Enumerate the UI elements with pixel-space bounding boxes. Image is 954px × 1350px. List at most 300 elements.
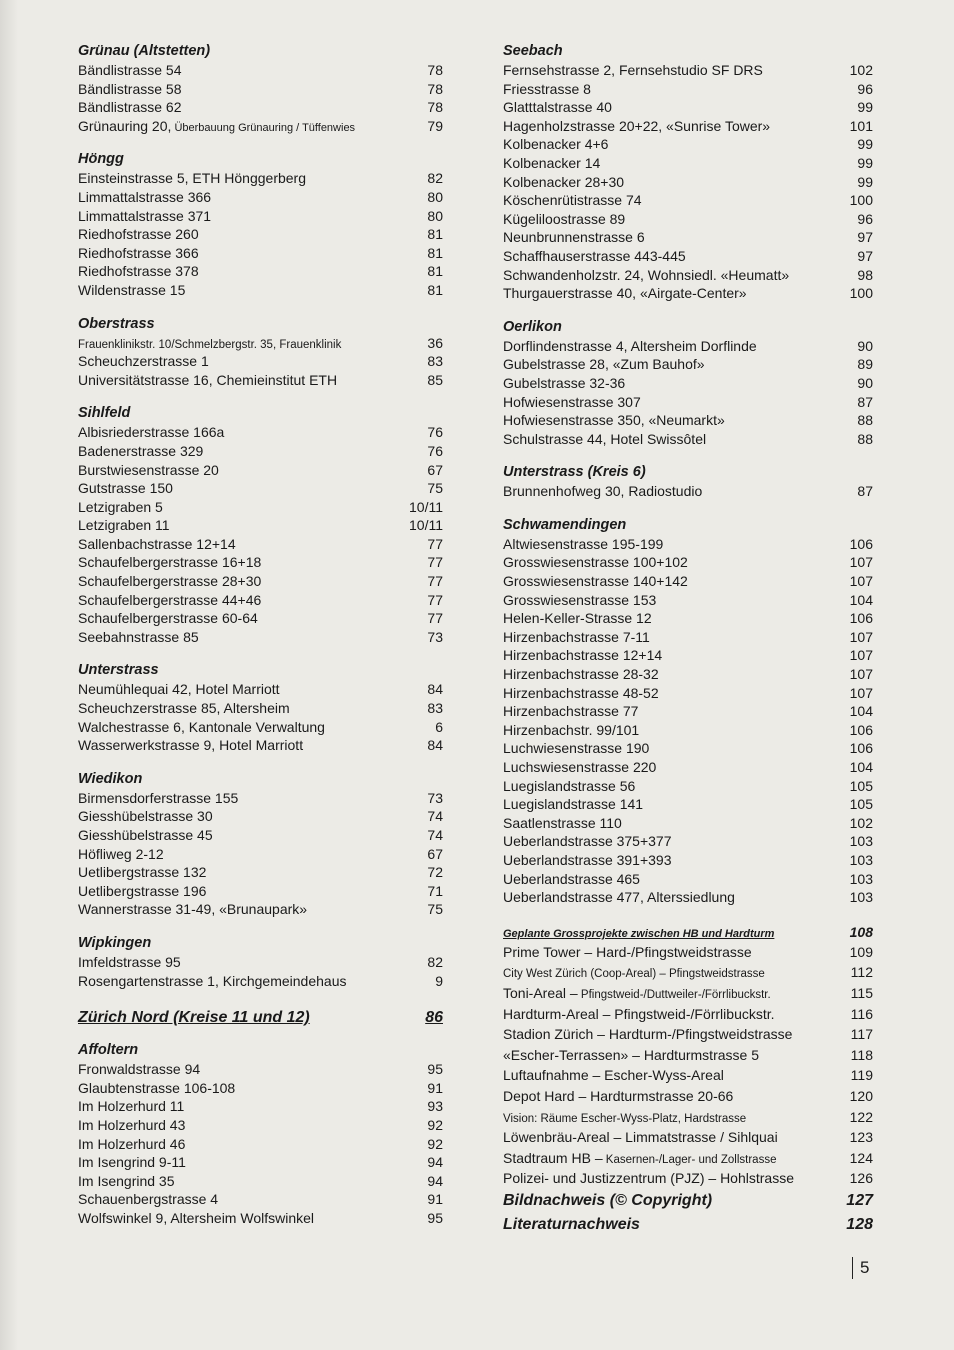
index-entry bbox=[78, 826, 443, 845]
entry-address: Bändlistrasse 62 bbox=[78, 99, 182, 116]
entry-address: Riedhofstrasse 260 bbox=[78, 226, 199, 243]
index-entry bbox=[503, 739, 873, 758]
project-text bbox=[503, 1004, 775, 1025]
entry-text bbox=[503, 702, 638, 721]
entry-address: Uetlibergstrasse 132 bbox=[78, 864, 207, 881]
index-entry bbox=[78, 80, 443, 99]
entry-page-number: 92 bbox=[427, 1116, 443, 1133]
entry-page-number: 102 bbox=[849, 814, 873, 831]
index-column-left bbox=[78, 42, 443, 1243]
entry-address: Kolbenacker 4+6 bbox=[503, 136, 609, 153]
entry-text bbox=[78, 628, 199, 647]
entry-page-number: 103 bbox=[849, 833, 873, 850]
entry-text bbox=[78, 609, 258, 628]
entry-address: Grosswiesenstrasse 100+102 bbox=[503, 554, 688, 571]
project-page-number: 118 bbox=[850, 1046, 873, 1063]
project-title: Prime Tower – Hard-/Pfingstweidstrasse bbox=[503, 943, 752, 960]
entry-text bbox=[503, 777, 635, 796]
entry-address: Grünauring 20, bbox=[78, 117, 172, 134]
entry-page-number: 104 bbox=[849, 703, 873, 720]
chapter-page-number: 86 bbox=[425, 1009, 443, 1027]
entry-page-number: 95 bbox=[427, 1061, 443, 1078]
entry-address: Fernsehstrasse 2, Fernsehstudio SF DRS bbox=[503, 62, 763, 78]
section-title: Schwamendingen bbox=[503, 516, 627, 533]
entry-address: Gutstrasse 150 bbox=[78, 480, 173, 497]
entry-address: Luegislandstrasse 141 bbox=[503, 796, 644, 813]
entry-page-number: 104 bbox=[849, 759, 873, 775]
index-entry bbox=[78, 628, 443, 647]
index-entry bbox=[78, 262, 443, 281]
entry-text bbox=[503, 210, 625, 229]
index-entry bbox=[78, 845, 443, 864]
project-entry bbox=[503, 962, 873, 983]
entry-address: Altwiesenstrasse 195-199 bbox=[503, 535, 664, 552]
project-page-number: 119 bbox=[850, 1067, 873, 1084]
entry-address: Helen-Keller-Strasse 12 bbox=[503, 610, 652, 627]
entry-address: Friesstrasse 8 bbox=[503, 80, 591, 97]
entry-text bbox=[503, 684, 659, 703]
entry-text bbox=[503, 173, 624, 192]
entry-page-number: 77 bbox=[427, 610, 443, 627]
entry-page-number: 67 bbox=[427, 845, 443, 862]
entry-text bbox=[78, 516, 170, 535]
entry-address: Hirzenbachstrasse 77 bbox=[503, 703, 639, 720]
section-title: Unterstrass bbox=[78, 662, 159, 679]
entry-text bbox=[503, 191, 642, 210]
entry-page-number: 77 bbox=[427, 573, 443, 590]
entry-address: Uetlibergstrasse 196 bbox=[78, 882, 207, 899]
entry-page-number: 88 bbox=[857, 412, 873, 429]
entry-address: Neumühlequai 42, Hotel Marriott bbox=[78, 681, 280, 698]
entry-page-number: 95 bbox=[427, 1209, 443, 1226]
index-entry bbox=[78, 207, 443, 226]
entry-address: Frauenklinikstr. 10/Schmelzbergstr. 35, Frauenklinik bbox=[78, 338, 342, 351]
entry-address: Brunnenhofweg 30, Radiostudio bbox=[503, 483, 703, 500]
entry-address: Badenerstrasse 329 bbox=[78, 442, 204, 459]
entry-address: Schaufelbergerstrasse 60-64 bbox=[78, 610, 258, 627]
entry-address: Kügeliloostrasse 89 bbox=[503, 210, 626, 227]
entry-text bbox=[78, 281, 185, 300]
project-title: Polizei- und Justizzentrum (PJZ) – Hohlstrasse bbox=[503, 1170, 794, 1187]
entry-address: Schaffhauserstrasse 443-445 bbox=[503, 247, 686, 264]
section-title: Seebach bbox=[503, 43, 563, 59]
entry-text bbox=[78, 1097, 184, 1116]
entry-page-number: 106 bbox=[849, 721, 873, 738]
entry-address: Schaufelbergerstrasse 28+30 bbox=[78, 573, 262, 590]
entry-address: Hirzenbachstrasse 12+14 bbox=[503, 647, 663, 664]
index-entry bbox=[78, 98, 443, 117]
project-title: Stadtraum HB – bbox=[503, 1149, 603, 1166]
index-entry bbox=[78, 281, 443, 300]
project-entry bbox=[503, 942, 873, 963]
entry-page-number: 91 bbox=[427, 1191, 443, 1208]
index-section bbox=[78, 150, 443, 299]
entry-address: Limmattalstrasse 366 bbox=[78, 188, 212, 205]
project-title: Hardturm-Areal – Pfingstweid-/Förrlibuckstr. bbox=[503, 1005, 775, 1022]
entry-text bbox=[503, 758, 656, 777]
entry-address: Schulstrasse 44, Hotel Swissôtel bbox=[503, 430, 707, 447]
entry-address: Im Isengrind 35 bbox=[78, 1172, 175, 1189]
project-note: Pfingstweid-/Duttweiler-/Förrlibuckstr. bbox=[577, 988, 771, 1001]
entry-text bbox=[503, 553, 688, 572]
entry-page-number: 100 bbox=[849, 192, 873, 209]
entry-address: Wolfswinkel 9, Altersheim Wolfswinkel bbox=[78, 1209, 315, 1226]
entry-address: Luegislandstrasse 56 bbox=[503, 777, 636, 794]
index-entry bbox=[78, 352, 443, 371]
entry-page-number: 87 bbox=[857, 483, 873, 500]
entry-address: Rosengartenstrasse 1, Kirchgemeindehaus bbox=[78, 972, 347, 989]
entry-address: Wasserwerkstrasse 9, Hotel Marriott bbox=[78, 737, 304, 754]
index-entry bbox=[503, 430, 873, 449]
entry-text bbox=[503, 374, 625, 393]
entry-address: Wannerstrasse 31-49, «Brunaupark» bbox=[78, 901, 308, 918]
entry-page-number: 9 bbox=[435, 972, 443, 989]
entry-text bbox=[78, 1190, 218, 1209]
section-title: Grünau (Altstetten) bbox=[78, 43, 211, 59]
index-section bbox=[503, 42, 873, 303]
project-entry bbox=[503, 1148, 873, 1169]
entry-page-number: 83 bbox=[427, 700, 443, 717]
entry-text bbox=[503, 355, 705, 374]
entry-text bbox=[503, 98, 612, 117]
entry-page-number: 105 bbox=[849, 796, 873, 813]
entry-address: Universitätstrasse 16, Chemieinstitut ETH bbox=[78, 371, 338, 388]
chapter-title: Zürich Nord (Kreise 11 und 12) bbox=[78, 1009, 310, 1027]
entry-page-number: 10/11 bbox=[409, 517, 443, 534]
entry-page-number: 80 bbox=[427, 188, 443, 205]
entry-page-number: 102 bbox=[849, 62, 873, 78]
entry-text bbox=[503, 337, 757, 356]
entry-text bbox=[78, 498, 163, 517]
entry-text bbox=[78, 807, 213, 826]
index-section bbox=[78, 770, 443, 919]
index-entry bbox=[78, 609, 443, 628]
entry-address: Hagenholzstrasse 20+22, «Sunrise Tower» bbox=[503, 117, 771, 134]
credits-entry bbox=[503, 1213, 873, 1237]
project-title: Vision: Räume Escher-Wyss-Platz, Hardstrasse bbox=[503, 1112, 747, 1125]
entry-address: Walchestrasse 6, Kantonale Verwaltung bbox=[78, 718, 325, 735]
project-entry bbox=[503, 1045, 873, 1066]
index-entry bbox=[503, 684, 873, 703]
entry-page-number: 71 bbox=[427, 882, 443, 899]
entry-address: Letzigraben 5 bbox=[78, 498, 163, 515]
section-title: Oerlikon bbox=[503, 318, 562, 335]
index-section bbox=[78, 315, 443, 390]
index-entry bbox=[78, 1153, 443, 1172]
entry-address: Im Holzerhurd 46 bbox=[78, 1135, 186, 1152]
entry-page-number: 67 bbox=[427, 461, 443, 478]
entry-address: Schaufelbergerstrasse 16+18 bbox=[78, 554, 262, 571]
entry-address: Limmattalstrasse 371 bbox=[78, 207, 212, 224]
entry-text bbox=[78, 845, 164, 864]
entry-text bbox=[78, 699, 290, 718]
entry-text bbox=[78, 98, 182, 117]
entry-address: Birmensdorferstrasse 155 bbox=[78, 789, 239, 806]
entry-address: Glaubtenstrasse 106-108 bbox=[78, 1079, 236, 1096]
index-entry bbox=[78, 498, 443, 517]
entry-page-number: 72 bbox=[427, 864, 443, 881]
entry-text bbox=[78, 736, 303, 755]
planned-projects-page-number: 108 bbox=[849, 923, 873, 940]
entry-page-number: 82 bbox=[427, 953, 443, 970]
entry-text bbox=[503, 888, 735, 907]
entry-address: Grosswiesenstrasse 140+142 bbox=[503, 573, 688, 590]
entry-address: Ueberlandstrasse 391+393 bbox=[503, 851, 672, 868]
section-title: Wiedikon bbox=[78, 770, 143, 787]
entry-address: Dorflindenstrasse 4, Altersheim Dorflinde bbox=[503, 337, 757, 354]
entry-page-number: 87 bbox=[857, 393, 873, 410]
index-entry bbox=[78, 680, 443, 699]
entry-text bbox=[78, 572, 261, 591]
entry-page-number: 76 bbox=[427, 442, 443, 459]
entry-text bbox=[78, 718, 325, 737]
planned-projects-title: Geplante Grossprojekte zwischen HB und Hardturm bbox=[503, 927, 775, 940]
credits-title: Literaturnachweis bbox=[503, 1215, 640, 1233]
entry-address: Riedhofstrasse 378 bbox=[78, 263, 199, 280]
entry-page-number: 103 bbox=[849, 870, 873, 887]
project-text bbox=[503, 983, 771, 1006]
index-entry bbox=[78, 900, 443, 919]
project-title: City West Zürich (Coop-Areal) – Pfingstweidstrasse bbox=[503, 968, 765, 981]
index-entry bbox=[503, 98, 873, 117]
entry-page-number: 83 bbox=[427, 353, 443, 370]
index-entry bbox=[78, 516, 443, 535]
entry-page-number: 81 bbox=[427, 226, 443, 243]
entry-text bbox=[78, 225, 199, 244]
entry-address: Luchswiesenstrasse 220 bbox=[503, 759, 657, 775]
entry-page-number: 103 bbox=[849, 851, 873, 868]
index-entry bbox=[503, 553, 873, 572]
index-entry bbox=[503, 777, 873, 796]
entry-address: Grosswiesenstrasse 153 bbox=[503, 591, 657, 608]
entry-page-number: 107 bbox=[849, 554, 873, 571]
entry-page-number: 107 bbox=[849, 647, 873, 664]
entry-address: Burstwiesenstrasse 20 bbox=[78, 461, 219, 478]
entry-address: Hirzenbachstr. 99/101 bbox=[503, 721, 640, 738]
index-entry bbox=[503, 154, 873, 173]
entry-text bbox=[503, 154, 600, 173]
entry-page-number: 103 bbox=[849, 889, 873, 906]
entry-text bbox=[78, 535, 236, 554]
entry-page-number: 81 bbox=[427, 244, 443, 261]
entry-text bbox=[78, 900, 307, 919]
project-page-number: 115 bbox=[850, 984, 873, 1001]
index-entry bbox=[503, 210, 873, 229]
entry-address: Ueberlandstrasse 477, Alterssiedlung bbox=[503, 889, 735, 906]
index-entry bbox=[78, 244, 443, 263]
section-title: Höngg bbox=[78, 151, 124, 168]
entry-page-number: 99 bbox=[857, 173, 873, 190]
index-entry bbox=[78, 169, 443, 188]
entry-text bbox=[503, 832, 672, 851]
index-entry bbox=[78, 1116, 443, 1135]
entry-text bbox=[78, 1060, 200, 1079]
entry-page-number: 100 bbox=[849, 285, 873, 302]
entry-page-number: 89 bbox=[857, 356, 873, 373]
entry-page-number: 99 bbox=[857, 136, 873, 153]
entry-page-number: 105 bbox=[849, 777, 873, 794]
entry-address: Hirzenbachstrasse 48-52 bbox=[503, 684, 659, 701]
entry-page-number: 107 bbox=[849, 666, 873, 683]
index-entry bbox=[78, 736, 443, 755]
project-text bbox=[503, 1024, 792, 1045]
entry-address: Giesshübelstrasse 45 bbox=[78, 827, 213, 843]
page-number: 5 bbox=[852, 1257, 869, 1279]
entry-text bbox=[503, 266, 789, 285]
index-entry bbox=[503, 721, 873, 740]
index-entry bbox=[78, 61, 443, 80]
index-entry bbox=[503, 393, 873, 412]
entry-page-number: 98 bbox=[857, 266, 873, 283]
index-section bbox=[78, 404, 443, 646]
entry-page-number: 81 bbox=[427, 263, 443, 280]
entry-address: Letzigraben 11 bbox=[78, 517, 170, 534]
index-entry bbox=[78, 572, 443, 591]
index-entry bbox=[503, 266, 873, 285]
index-column-right bbox=[503, 42, 873, 1237]
entry-page-number: 94 bbox=[427, 1154, 443, 1171]
entry-address: Bändlistrasse 54 bbox=[78, 62, 182, 78]
index-section bbox=[78, 42, 443, 135]
index-entry bbox=[503, 665, 873, 684]
entry-address: Giesshübelstrasse 30 bbox=[78, 808, 213, 825]
entry-text bbox=[503, 61, 763, 80]
entry-address: Schaufelbergerstrasse 44+46 bbox=[78, 591, 262, 608]
index-entry bbox=[78, 553, 443, 572]
entry-address: Fronwaldstrasse 94 bbox=[78, 1061, 201, 1078]
entry-address: Hirzenbachstrasse 7-11 bbox=[503, 628, 650, 645]
project-text bbox=[503, 1168, 794, 1189]
entry-page-number: 107 bbox=[849, 684, 873, 701]
index-entry bbox=[503, 173, 873, 192]
index-entry bbox=[78, 591, 443, 610]
entry-text bbox=[503, 430, 706, 449]
entry-address: Glatttalstrasse 40 bbox=[503, 99, 612, 116]
entry-text bbox=[78, 207, 211, 226]
entry-address: Hofwiesenstrasse 350, «Neumarkt» bbox=[503, 412, 725, 429]
project-page-number: 122 bbox=[849, 1108, 873, 1125]
section-title: Wipkingen bbox=[78, 934, 152, 951]
index-entry bbox=[78, 1209, 443, 1228]
entry-address: Imfeldstrasse 95 bbox=[78, 953, 181, 970]
index-entry bbox=[78, 535, 443, 554]
entry-text bbox=[503, 411, 725, 430]
entry-text bbox=[503, 535, 663, 554]
entry-page-number: 107 bbox=[849, 628, 873, 645]
project-text bbox=[503, 1107, 746, 1130]
index-entry bbox=[78, 1097, 443, 1116]
entry-text bbox=[503, 284, 747, 303]
index-entry bbox=[503, 191, 873, 210]
entry-text bbox=[503, 572, 688, 591]
index-entry bbox=[503, 117, 873, 136]
section-title: Oberstrass bbox=[78, 315, 155, 332]
index-entry bbox=[503, 80, 873, 99]
project-entry bbox=[503, 1065, 873, 1086]
project-note: Kasernen-/Lager- und Zollstrasse bbox=[602, 1153, 777, 1166]
entry-page-number: 107 bbox=[849, 573, 873, 590]
index-entry bbox=[78, 718, 443, 737]
entry-address: Scheuchzerstrasse 1 bbox=[78, 353, 209, 370]
entry-address: Neunbrunnenstrasse 6 bbox=[503, 229, 645, 246]
entry-address: Schauenbergstrasse 4 bbox=[78, 1191, 219, 1208]
entry-page-number: 78 bbox=[427, 80, 443, 97]
entry-text bbox=[78, 352, 209, 371]
project-text bbox=[503, 962, 765, 985]
project-entry bbox=[503, 1107, 873, 1128]
index-entry bbox=[78, 1172, 443, 1191]
index-entry bbox=[78, 1135, 443, 1154]
page-edge-shadow bbox=[0, 0, 18, 1350]
project-text bbox=[503, 1127, 778, 1148]
entry-page-number: 92 bbox=[427, 1135, 443, 1152]
entry-page-number: 82 bbox=[427, 170, 443, 187]
project-page-number: 123 bbox=[849, 1129, 873, 1146]
entry-text bbox=[503, 247, 686, 266]
entry-page-number: 91 bbox=[427, 1079, 443, 1096]
entry-page-number: 90 bbox=[857, 337, 873, 354]
project-page-number: 120 bbox=[849, 1087, 873, 1104]
section-title: Unterstrass (Kreis 6) bbox=[503, 464, 646, 481]
entry-text bbox=[78, 972, 347, 991]
entry-page-number: 99 bbox=[857, 99, 873, 116]
entry-text bbox=[503, 814, 622, 833]
index-entry bbox=[78, 953, 443, 972]
index-entry bbox=[503, 337, 873, 356]
entry-page-number: 101 bbox=[849, 117, 873, 134]
entry-page-number: 75 bbox=[427, 480, 443, 497]
entry-text bbox=[78, 826, 213, 845]
entry-page-number: 73 bbox=[427, 628, 443, 645]
project-page-number: 126 bbox=[849, 1170, 873, 1187]
entry-address: Albisriederstrasse 166a bbox=[78, 424, 225, 441]
entry-page-number: 74 bbox=[427, 827, 443, 843]
entry-text bbox=[78, 1079, 235, 1098]
entry-page-number: 10/11 bbox=[409, 498, 443, 515]
entry-text bbox=[503, 228, 645, 247]
entry-page-number: 76 bbox=[427, 424, 443, 441]
entry-text bbox=[78, 680, 280, 699]
project-title: Stadion Zürich – Hardturm-/Pfingstweidstrasse bbox=[503, 1026, 793, 1043]
index-section bbox=[78, 934, 443, 990]
project-entry bbox=[503, 1004, 873, 1025]
index-entry bbox=[78, 789, 443, 808]
entry-text bbox=[78, 882, 206, 901]
index-entry bbox=[503, 646, 873, 665]
index-entry bbox=[503, 628, 873, 647]
entry-address: Luchwiesenstrasse 190 bbox=[503, 740, 650, 757]
index-entry bbox=[503, 870, 873, 889]
index-entry bbox=[503, 851, 873, 870]
entry-text bbox=[503, 646, 662, 665]
index-section bbox=[503, 463, 873, 501]
index-entry bbox=[78, 334, 443, 353]
entry-page-number: 106 bbox=[849, 740, 873, 757]
entry-page-number: 96 bbox=[857, 210, 873, 227]
entry-text bbox=[78, 553, 261, 572]
index-entry bbox=[503, 482, 873, 501]
entry-text bbox=[78, 169, 306, 188]
index-entry bbox=[503, 374, 873, 393]
index-entry bbox=[503, 609, 873, 628]
entry-address: Scheuchzerstrasse 85, Altersheim bbox=[78, 700, 290, 717]
entry-text bbox=[78, 1153, 186, 1172]
entry-page-number: 97 bbox=[857, 247, 873, 264]
entry-address: Kolbenacker 28+30 bbox=[503, 173, 625, 190]
section-title: Sihlfeld bbox=[78, 405, 131, 422]
index-entry bbox=[503, 535, 873, 554]
entry-text bbox=[503, 591, 656, 610]
